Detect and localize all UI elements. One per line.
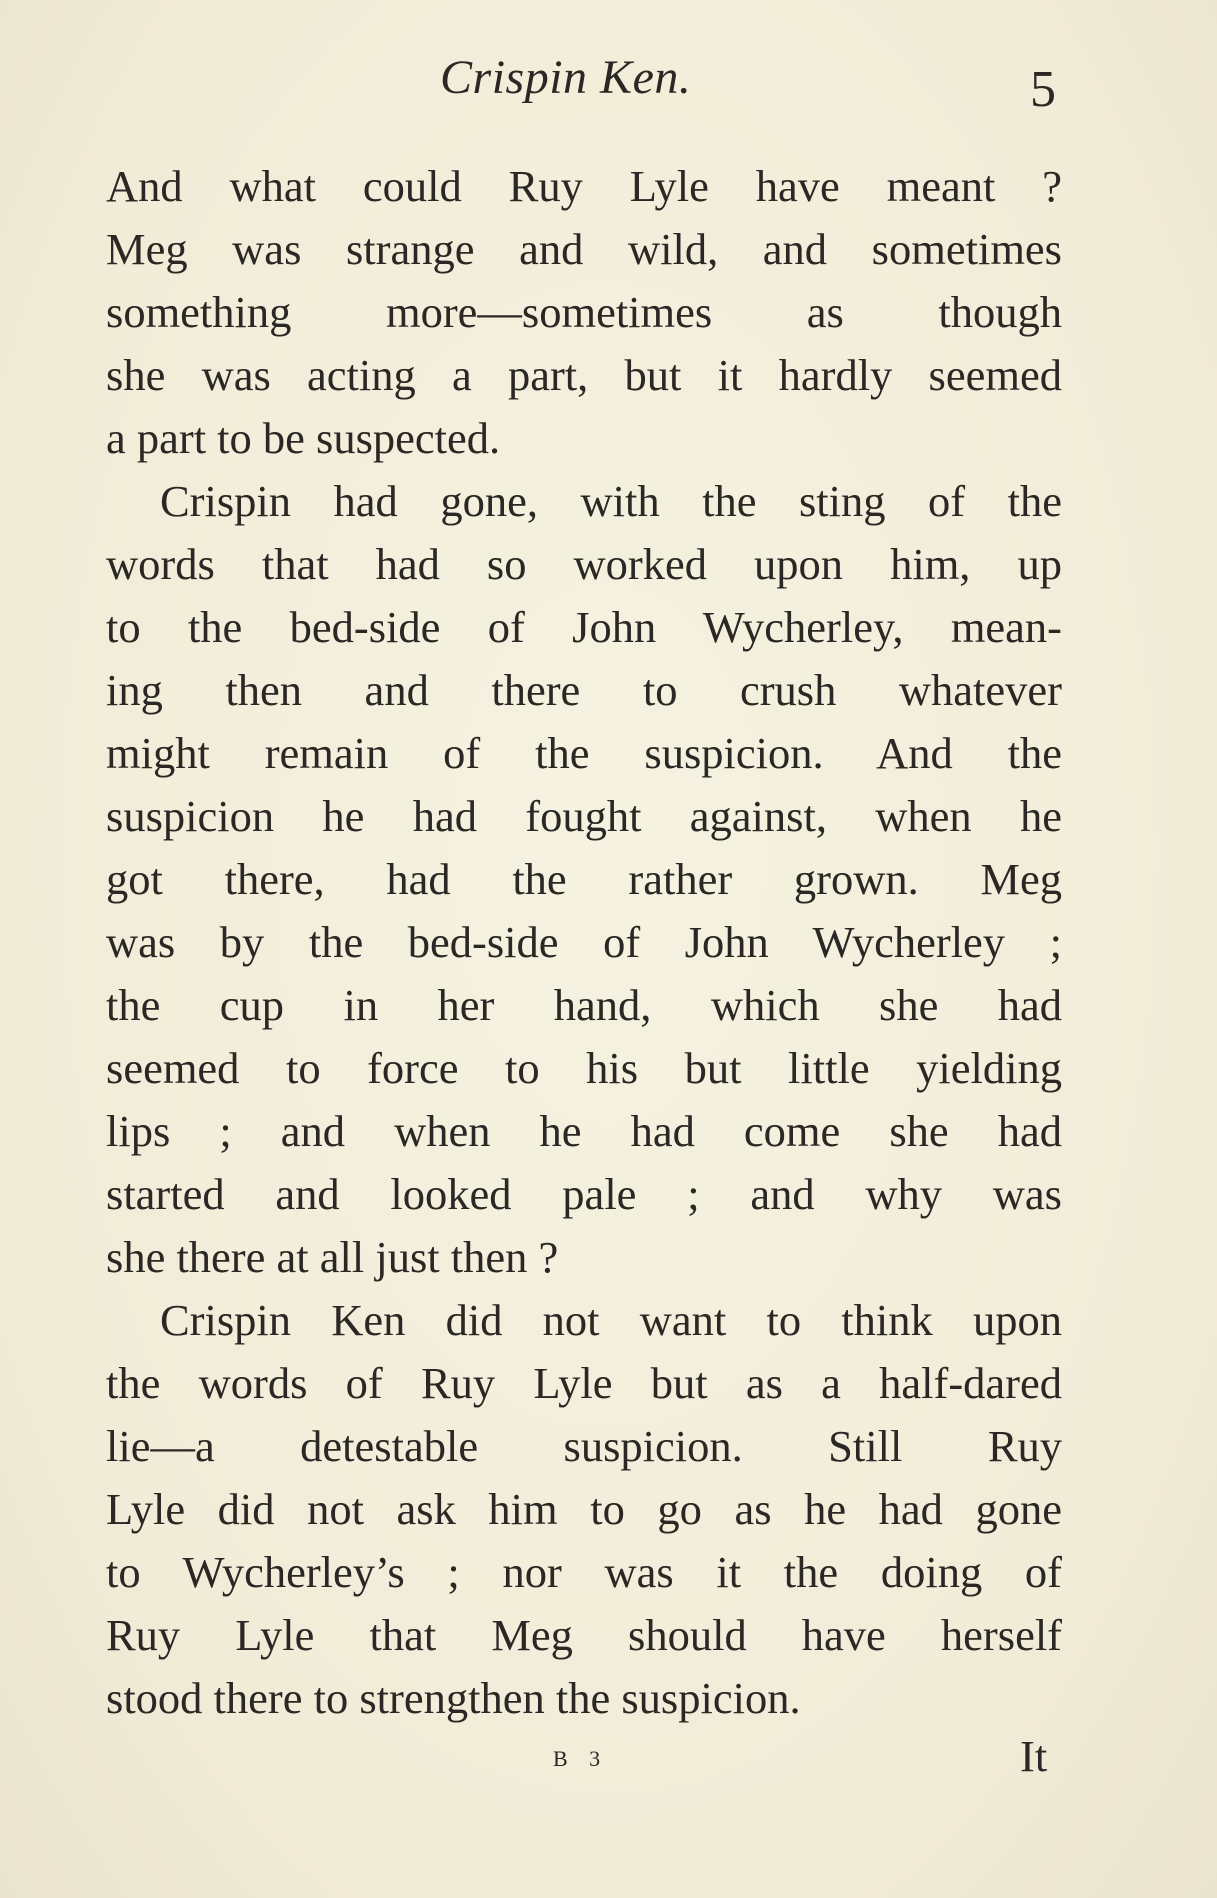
paragraph-1	[106, 155, 1062, 470]
text-line: Crispin had gone, with the sting of the	[160, 476, 1062, 526]
text-line: might remain of the suspicion. And the	[106, 728, 1062, 778]
paragraph-3	[106, 1289, 1062, 1730]
page-footer	[0, 1730, 1217, 1800]
text-line: the words of Ruy Lyle but as a half-dared	[106, 1358, 1062, 1408]
text-line: was by the bed-side of John Wycherley ;	[106, 917, 1062, 967]
paragraph-2	[106, 470, 1062, 1289]
text-line: a part to be suspected.	[106, 413, 501, 463]
running-title: Crispin Ken.	[440, 51, 692, 104]
text-line: to Wycherley’s ; nor was it the doing of	[106, 1547, 1062, 1597]
text-line: And what could Ruy Lyle have meant ?	[106, 161, 1062, 211]
page-header	[0, 42, 1217, 122]
text-line: words that had so worked upon him, up	[106, 539, 1062, 589]
page-number: 5	[1030, 61, 1056, 118]
text-line: started and looked pale ; and why was	[106, 1169, 1062, 1219]
text-line: ing then and there to crush whatever	[106, 665, 1062, 715]
text-line: seemed to force to his but little yielding	[106, 1043, 1062, 1093]
text-line: Ruy Lyle that Meg should have herself	[106, 1610, 1062, 1660]
text-line: lie—a detestable suspicion. Still Ruy	[106, 1421, 1062, 1471]
text-line: the cup in her hand, which she had	[106, 980, 1062, 1030]
text-line: got there, had the rather grown. Meg	[106, 854, 1062, 904]
catchword: It	[1020, 1731, 1048, 1781]
text-line: Lyle did not ask him to go as he had gone	[106, 1484, 1062, 1534]
text-line: something more—sometimes as though	[106, 287, 1062, 337]
text-line: to the bed-side of John Wycherley, mean-	[106, 602, 1062, 652]
text-line: Crispin Ken did not want to think upon	[160, 1295, 1062, 1345]
text-line: she was acting a part, but it hardly seemed	[106, 350, 1062, 400]
signature-mark: B 3	[553, 1746, 609, 1771]
text-line: stood there to strengthen the suspicion.	[106, 1673, 801, 1723]
text-line: she there at all just then ?	[106, 1232, 559, 1282]
body-text	[106, 155, 1062, 1730]
text-line: Meg was strange and wild, and sometimes	[106, 224, 1062, 274]
text-line: suspicion he had fought against, when he	[106, 791, 1062, 841]
text-line: lips ; and when he had come she had	[106, 1106, 1062, 1156]
